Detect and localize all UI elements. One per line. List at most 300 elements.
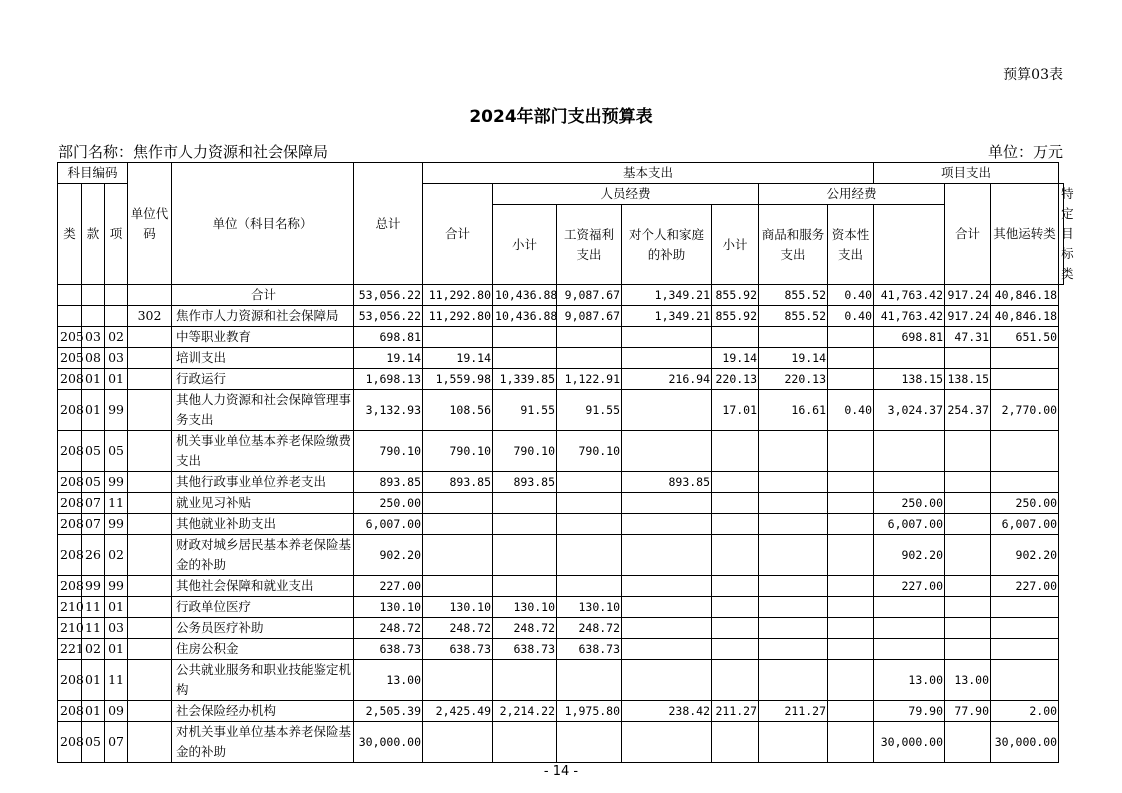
cell-g-goods [759,722,828,763]
cell-proj-sum [874,472,945,493]
cell-g-subtotal [712,535,759,576]
cell-proj-sum [874,618,945,639]
cell-p-wage [557,472,622,493]
cell-name: 公务员医疗补助 [172,618,354,639]
cell-kuan: 07 [82,493,105,514]
cell-name: 机关事业单位基本养老保险缴费支出 [172,431,354,472]
cell-p-subtotal: 130.10 [493,597,557,618]
cell-basic-sum [423,514,493,535]
cell-g-capital [828,722,874,763]
cell-g-capital [828,576,874,597]
header-proj-target: 特定目标类 [1059,184,1064,285]
cell-g-goods: 220.13 [759,369,828,390]
cell-proj-sum [874,639,945,660]
cell-total: 227.00 [354,576,423,597]
cell-g-goods [759,472,828,493]
header-personnel: 人员经费 [493,184,759,205]
cell-proj-target: 2,770.00 [991,390,1059,431]
cell-name: 行政运行 [172,369,354,390]
cell-p-wage [557,493,622,514]
cell-proj-sum: 41,763.42 [874,285,945,306]
cell-proj-target [991,639,1059,660]
cell-proj-other: 917.24 [945,306,991,327]
cell-xiang: 02 [105,535,128,576]
cell-xiang: 02 [105,327,128,348]
cell-g-goods [759,639,828,660]
form-number: 预算03表 [1003,67,1063,83]
cell-lei: 210 [58,618,82,639]
cell-lei: 208 [58,493,82,514]
cell-proj-other: 47.31 [945,327,991,348]
cell-total: 638.73 [354,639,423,660]
cell-proj-target: 6,007.00 [991,514,1059,535]
cell-p-subsidy [622,390,712,431]
cell-name: 对机关事业单位基本养老保险基金的补助 [172,722,354,763]
cell-proj-other [945,472,991,493]
cell-p-subtotal [493,514,557,535]
cell-xiang: 99 [105,576,128,597]
cell-unit-code [128,514,172,535]
cell-lei: 208 [58,369,82,390]
cell-proj-sum [874,431,945,472]
cell-proj-target [991,472,1059,493]
cell-unit-code [128,327,172,348]
cell-total: 893.85 [354,472,423,493]
cell-p-subtotal [493,348,557,369]
cell-xiang: 99 [105,514,128,535]
cell-g-capital [828,660,874,701]
cell-proj-sum: 30,000.00 [874,722,945,763]
cell-proj-other [945,597,991,618]
cell-name: 培训支出 [172,348,354,369]
cell-g-subtotal [712,722,759,763]
table-row [58,639,1064,660]
cell-g-subtotal: 19.14 [712,348,759,369]
cell-proj-other [945,493,991,514]
cell-p-subtotal [493,576,557,597]
cell-proj-sum: 3,024.37 [874,390,945,431]
cell-proj-sum [874,597,945,618]
header-kuan: 款 [82,184,105,285]
cell-total: 6,007.00 [354,514,423,535]
table-row [58,493,1064,514]
cell-proj-other: 917.24 [945,285,991,306]
cell-xiang [105,285,128,306]
cell-basic-sum [423,722,493,763]
cell-lei [58,306,82,327]
cell-g-capital [828,327,874,348]
cell-p-subsidy [622,618,712,639]
cell-lei: 208 [58,660,82,701]
cell-proj-other [945,348,991,369]
cell-unit-code [128,618,172,639]
cell-proj-target: 651.50 [991,327,1059,348]
cell-unit-code [128,472,172,493]
cell-p-wage: 9,087.67 [557,306,622,327]
cell-xiang: 03 [105,348,128,369]
cell-p-subsidy: 216.94 [622,369,712,390]
cell-proj-sum: 13.00 [874,660,945,701]
cell-proj-sum: 227.00 [874,576,945,597]
cell-proj-target: 40,846.18 [991,306,1059,327]
cell-p-subsidy [622,348,712,369]
cell-g-goods [759,327,828,348]
cell-proj-other [945,431,991,472]
cell-unit-code [128,348,172,369]
cell-xiang: 05 [105,431,128,472]
cell-p-subsidy: 1,349.21 [622,285,712,306]
table-row [58,369,1064,390]
cell-kuan: 01 [82,390,105,431]
cell-g-capital [828,514,874,535]
cell-name: 合计 [172,285,354,306]
cell-proj-target [991,348,1059,369]
cell-name: 中等职业教育 [172,327,354,348]
cell-g-capital [828,348,874,369]
cell-total: 1,698.13 [354,369,423,390]
cell-basic-sum: 108.56 [423,390,493,431]
cell-p-subtotal [493,327,557,348]
table-row [58,722,1064,763]
table-row [58,597,1064,618]
cell-total: 248.72 [354,618,423,639]
department-name: 部门名称：焦作市人力资源和社会保障局 [58,143,329,161]
cell-g-capital: 0.40 [828,390,874,431]
cell-p-subtotal: 10,436.88 [493,306,557,327]
cell-p-subtotal [493,535,557,576]
header-total: 总计 [354,163,423,285]
cell-basic-sum [423,535,493,576]
cell-kuan [82,306,105,327]
cell-total: 790.10 [354,431,423,472]
cell-lei: 208 [58,514,82,535]
table-row [58,701,1064,722]
cell-g-goods [759,618,828,639]
table-row [58,618,1064,639]
table-row [58,431,1064,472]
cell-unit-code [128,660,172,701]
cell-total: 250.00 [354,493,423,514]
table-row [58,472,1064,493]
cell-g-goods [759,535,828,576]
cell-basic-sum: 248.72 [423,618,493,639]
cell-xiang: 11 [105,493,128,514]
cell-unit-code [128,535,172,576]
cell-g-capital: 0.40 [828,285,874,306]
cell-p-subtotal [493,722,557,763]
cell-lei: 208 [58,390,82,431]
cell-lei [58,285,82,306]
cell-p-wage: 638.73 [557,639,622,660]
unit-label: 单位：万元 [987,143,1063,161]
cell-xiang: 11 [105,660,128,701]
table-row [58,660,1064,701]
cell-xiang [105,306,128,327]
cell-proj-other [945,722,991,763]
cell-p-subsidy [622,535,712,576]
cell-proj-target: 30,000.00 [991,722,1059,763]
cell-proj-target: 40,846.18 [991,285,1059,306]
cell-total: 902.20 [354,535,423,576]
cell-g-subtotal [712,597,759,618]
cell-p-subsidy: 238.42 [622,701,712,722]
cell-g-capital [828,369,874,390]
header-project: 项目支出 [874,163,1059,184]
cell-g-subtotal: 855.92 [712,285,759,306]
cell-name: 社会保险经办机构 [172,701,354,722]
cell-xiang: 01 [105,597,128,618]
cell-proj-sum: 41,763.42 [874,306,945,327]
cell-total: 53,056.22 [354,285,423,306]
cell-unit-code [128,722,172,763]
cell-unit-code: 302 [128,306,172,327]
cell-p-subtotal: 2,214.22 [493,701,557,722]
cell-proj-other: 254.37 [945,390,991,431]
cell-kuan: 01 [82,701,105,722]
cell-proj-target [991,369,1059,390]
cell-proj-other [945,618,991,639]
cell-g-goods [759,576,828,597]
cell-total: 19.14 [354,348,423,369]
cell-name: 其他就业补助支出 [172,514,354,535]
header-lei: 类 [58,184,82,285]
cell-p-subtotal: 248.72 [493,618,557,639]
cell-xiang: 09 [105,701,128,722]
cell-proj-other: 138.15 [945,369,991,390]
cell-kuan: 05 [82,431,105,472]
cell-kuan: 11 [82,597,105,618]
cell-g-subtotal [712,660,759,701]
page-title: 2024年部门支出预算表 [469,107,653,127]
cell-p-subsidy [622,576,712,597]
cell-name: 焦作市人力资源和社会保障局 [172,306,354,327]
table-row [58,514,1064,535]
cell-basic-sum: 2,425.49 [423,701,493,722]
cell-name: 住房公积金 [172,639,354,660]
cell-proj-target [991,597,1059,618]
cell-p-wage: 1,975.80 [557,701,622,722]
cell-proj-sum: 698.81 [874,327,945,348]
cell-g-goods: 855.52 [759,306,828,327]
cell-p-subsidy [622,431,712,472]
cell-g-subtotal [712,472,759,493]
cell-p-wage: 248.72 [557,618,622,639]
cell-g-capital [828,701,874,722]
cell-proj-other: 13.00 [945,660,991,701]
cell-g-goods [759,514,828,535]
cell-g-subtotal [712,431,759,472]
cell-p-wage [557,535,622,576]
cell-g-capital [828,639,874,660]
cell-kuan [82,285,105,306]
cell-proj-target [991,431,1059,472]
cell-kuan: 11 [82,618,105,639]
table-row [58,348,1064,369]
cell-name: 其他人力资源和社会保障管理事务支出 [172,390,354,431]
header-g-capital: 资本性支出 [828,205,874,285]
cell-lei: 210 [58,597,82,618]
cell-lei: 205 [58,348,82,369]
cell-basic-sum [423,327,493,348]
cell-kuan: 07 [82,514,105,535]
cell-unit-code [128,576,172,597]
cell-p-subsidy [622,660,712,701]
cell-basic-sum [423,576,493,597]
cell-proj-target: 250.00 [991,493,1059,514]
cell-g-subtotal [712,493,759,514]
cell-p-subtotal: 893.85 [493,472,557,493]
cell-g-capital [828,493,874,514]
cell-unit-code [128,369,172,390]
header-g-goods: 商品和服务支出 [759,205,828,285]
cell-proj-sum: 138.15 [874,369,945,390]
cell-unit-code [128,390,172,431]
cell-p-subtotal: 1,339.85 [493,369,557,390]
cell-g-subtotal [712,639,759,660]
cell-xiang: 99 [105,472,128,493]
cell-total: 30,000.00 [354,722,423,763]
cell-g-capital [828,472,874,493]
cell-xiang: 01 [105,639,128,660]
table-row [58,327,1064,348]
cell-kuan: 08 [82,348,105,369]
cell-proj-other [945,639,991,660]
cell-name: 其他社会保障和就业支出 [172,576,354,597]
cell-proj-target [991,660,1059,701]
cell-p-wage: 9,087.67 [557,285,622,306]
cell-proj-sum: 250.00 [874,493,945,514]
cell-p-wage: 1,122.91 [557,369,622,390]
cell-p-subtotal [493,493,557,514]
table-row [58,285,1064,306]
cell-basic-sum: 893.85 [423,472,493,493]
header-public: 公用经费 [759,184,945,205]
cell-proj-other [945,535,991,576]
cell-p-subsidy [622,722,712,763]
table-body [58,285,1064,763]
cell-basic-sum: 11,292.80 [423,285,493,306]
cell-p-subsidy [622,514,712,535]
cell-g-subtotal: 220.13 [712,369,759,390]
header-p-subtotal: 小计 [493,205,557,285]
cell-proj-other [945,576,991,597]
budget-table [57,162,1074,763]
cell-proj-sum: 6,007.00 [874,514,945,535]
cell-basic-sum: 11,292.80 [423,306,493,327]
cell-g-goods: 19.14 [759,348,828,369]
cell-lei: 208 [58,722,82,763]
cell-proj-sum [874,348,945,369]
cell-kuan: 05 [82,472,105,493]
table-row [58,306,1064,327]
cell-name: 行政单位医疗 [172,597,354,618]
cell-unit-code [128,431,172,472]
cell-p-subtotal: 91.55 [493,390,557,431]
cell-unit-code [128,285,172,306]
cell-p-subsidy: 893.85 [622,472,712,493]
cell-p-wage: 790.10 [557,431,622,472]
cell-basic-sum: 638.73 [423,639,493,660]
cell-g-goods [759,597,828,618]
cell-p-wage [557,327,622,348]
cell-p-subtotal: 638.73 [493,639,557,660]
header-p-subsidy: 对个人和家庭的补助 [622,205,712,285]
page-number: - 14 - [543,764,579,779]
header-unit-name: 单位（科目名称） [172,163,354,285]
cell-proj-other [945,514,991,535]
cell-xiang: 01 [105,369,128,390]
cell-g-capital [828,535,874,576]
cell-proj-sum: 79.90 [874,701,945,722]
cell-lei: 208 [58,576,82,597]
cell-lei: 208 [58,701,82,722]
cell-g-capital: 0.40 [828,306,874,327]
cell-p-wage [557,576,622,597]
header-proj-other: 其他运转类 [991,184,1059,285]
cell-p-wage [557,348,622,369]
cell-basic-sum: 19.14 [423,348,493,369]
cell-proj-other: 77.90 [945,701,991,722]
cell-unit-code [128,597,172,618]
cell-p-wage [557,660,622,701]
cell-xiang: 03 [105,618,128,639]
cell-total: 2,505.39 [354,701,423,722]
cell-proj-target: 227.00 [991,576,1059,597]
header-xiang: 项 [105,184,128,285]
header-basic-sum: 合计 [423,184,493,285]
cell-total: 698.81 [354,327,423,348]
cell-name: 其他行政事业单位养老支出 [172,472,354,493]
cell-basic-sum [423,493,493,514]
cell-g-capital [828,431,874,472]
header-proj-sum: 合计 [945,184,991,285]
cell-p-subsidy [622,597,712,618]
cell-p-subsidy [622,327,712,348]
cell-kuan: 01 [82,660,105,701]
cell-g-capital [828,618,874,639]
cell-total: 3,132.93 [354,390,423,431]
cell-kuan: 02 [82,639,105,660]
cell-g-subtotal [712,514,759,535]
cell-lei: 208 [58,431,82,472]
cell-proj-target: 2.00 [991,701,1059,722]
cell-name: 公共就业服务和职业技能鉴定机构 [172,660,354,701]
table-header [58,163,1074,285]
cell-unit-code [128,493,172,514]
cell-proj-target [991,618,1059,639]
cell-name: 就业见习补贴 [172,493,354,514]
cell-basic-sum: 1,559.98 [423,369,493,390]
header-unit-code: 单位代码 [128,163,172,285]
cell-p-subsidy: 1,349.21 [622,306,712,327]
table-row [58,390,1064,431]
cell-g-goods: 211.27 [759,701,828,722]
cell-kuan: 01 [82,369,105,390]
cell-p-subtotal: 10,436.88 [493,285,557,306]
cell-total: 53,056.22 [354,306,423,327]
cell-g-subtotal [712,327,759,348]
cell-p-subtotal [493,660,557,701]
cell-basic-sum: 130.10 [423,597,493,618]
cell-g-subtotal: 855.92 [712,306,759,327]
cell-p-subtotal: 790.10 [493,431,557,472]
cell-g-subtotal [712,576,759,597]
cell-g-subtotal: 17.01 [712,390,759,431]
cell-p-subsidy [622,493,712,514]
header-p-wage: 工资福利支出 [557,205,622,285]
cell-g-goods: 855.52 [759,285,828,306]
cell-g-goods [759,431,828,472]
